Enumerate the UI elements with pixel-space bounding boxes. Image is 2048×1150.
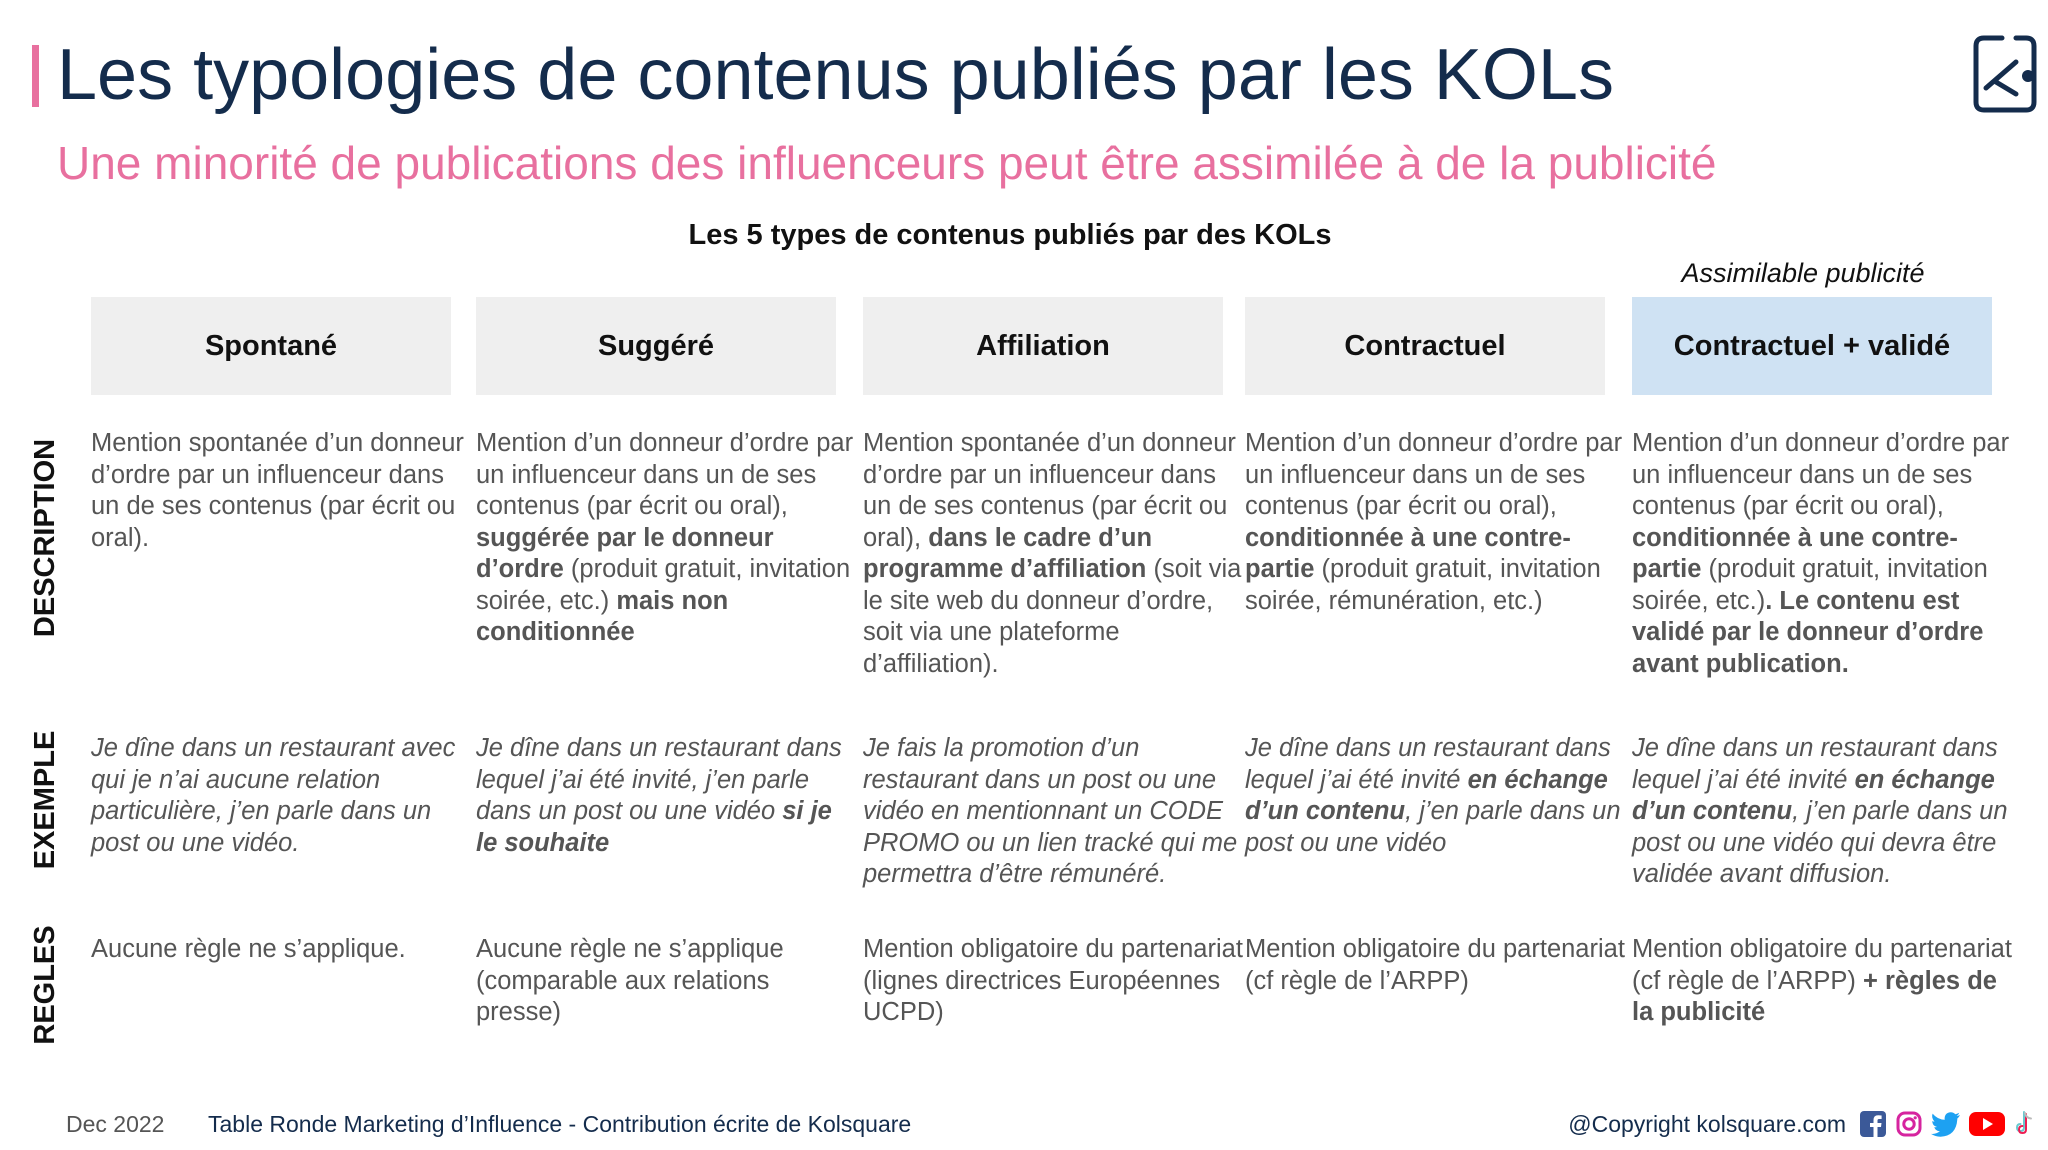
cell-text: Je fais la promotion d’un restaurant dans un post ou une vidéo en mentionnant un CODE PROMO ou un lien tracké qui me permettra d’être rémunéré. — [863, 734, 1238, 888]
cell-text: Mention obligatoire du partenariat (cf règle de l’ARPP) — [1245, 935, 1625, 995]
row-label-description: DESCRIPTION — [29, 438, 61, 638]
page-subtitle: Une minorité de publications des influenceurs peut être assimilée à de la publicité — [57, 137, 1717, 189]
footer-event: Table Ronde Marketing d’Influence - Contribution écrite de Kolsquare — [208, 1111, 912, 1137]
instagram-icon[interactable] — [1896, 1111, 1922, 1137]
kolsquare-logo-icon — [1972, 32, 2038, 114]
cell-text-bold: conditionnée à une contre-partie — [1632, 523, 1958, 583]
page-title: Les typologies de contenus publiés par les KOLs — [57, 35, 1614, 115]
cell-example-spontane — [91, 733, 471, 859]
cell-text-bold: suggérée par le donneur d’ordre — [476, 523, 774, 583]
title-accent-bar — [32, 45, 39, 107]
cell-description-spontane — [91, 428, 471, 554]
cell-text: Je dîne dans un restaurant dans lequel j’ai été invité, j’en parle dans un post ou une vidéo — [476, 734, 842, 825]
column-header-contractuel-valide: Contractuel + validé — [1632, 297, 1992, 395]
cell-text: Je dîne dans un restaurant avec qui je n’ai aucune relation particulière, j’en parle dans un post ou une vidéo. — [91, 734, 456, 857]
cell-description-contractuel-valide — [1632, 428, 2012, 680]
cell-description-affiliation — [863, 428, 1243, 680]
cell-text: (produit gratuit, invitation soirée, etc.) — [476, 555, 851, 615]
cell-text-bold: en échange d’un contenu — [1632, 765, 1995, 825]
table-title: Les 5 types de contenus publiés par des KOLs — [688, 219, 1332, 251]
youtube-icon[interactable] — [1969, 1111, 2005, 1137]
cell-text: , j’en parle dans un post ou une vidéo qui devra être validée avant diffusion. — [1632, 797, 2008, 888]
cell-text: Mention obligatoire du partenariat (lignes directrices Européennes UCPD) — [863, 935, 1243, 1026]
cell-rules-affiliation — [863, 934, 1243, 1029]
column-header-spontane: Spontané — [91, 297, 451, 395]
cell-example-contractuel-valide — [1632, 733, 2012, 891]
footer-date: Dec 2022 — [66, 1111, 165, 1137]
cell-text: Mention spontanée d’un donneur d’ordre par un influenceur dans un de ses contenus (par écrit ou oral), — [863, 429, 1236, 552]
row-label-regles: REGLES — [29, 925, 61, 1045]
cell-text-bold: dans le cadre d’un programme d’affiliation — [863, 523, 1153, 583]
cell-rules-suggere — [476, 934, 856, 1029]
cell-description-contractuel — [1245, 428, 1625, 617]
cell-text-bold: conditionnée à une contre-partie — [1245, 523, 1571, 583]
column-header-contractuel: Contractuel — [1245, 297, 1605, 395]
cell-text: , j’en parle dans un post ou une vidéo — [1245, 797, 1621, 857]
row-label-exemple: EXEMPLE — [29, 730, 61, 870]
cell-description-suggere — [476, 428, 856, 649]
cell-example-suggere — [476, 733, 856, 859]
twitter-icon[interactable] — [1931, 1111, 1961, 1137]
cell-text-bold: . Le contenu est validé par le donneur d’ordre avant publication. — [1632, 586, 1984, 678]
cell-text-bold: mais non conditionnée — [476, 586, 729, 646]
cell-text: Mention spontanée d’un donneur d’ordre par un influenceur dans un de ses contenus (par écrit ou oral). — [91, 429, 464, 552]
cell-example-contractuel — [1245, 733, 1625, 859]
cell-text: Je dîne dans un restaurant dans lequel j’ai été invité — [1632, 734, 1998, 794]
column-header-suggere: Suggéré — [476, 297, 836, 395]
tiktok-icon[interactable] — [2012, 1111, 2036, 1137]
cell-text-bold: en échange d’un contenu — [1245, 765, 1608, 825]
advertising-label: Assimilable publicité — [1681, 258, 1925, 288]
cell-text: Aucune règle ne s’applique. — [91, 935, 406, 963]
cell-example-affiliation — [863, 733, 1243, 891]
cell-text: Mention d’un donneur d’ordre par un influenceur dans un de ses contenus (par écrit ou oral), — [1632, 429, 2010, 520]
cell-text: Aucune règle ne s’applique (comparable aux relations presse) — [476, 935, 784, 1026]
cell-text-bold: + règles de la publicité — [1632, 966, 1997, 1026]
cell-text: (produit gratuit, invitation soirée, rémunération, etc.) — [1245, 555, 1601, 615]
cell-text: Mention d’un donneur d’ordre par un influenceur dans un de ses contenus (par écrit ou oral), — [476, 429, 854, 520]
cell-text: Je dîne dans un restaurant dans lequel j’ai été invité — [1245, 734, 1611, 794]
cell-text: Mention obligatoire du partenariat (cf règle de l’ARPP) — [1632, 935, 2012, 995]
cell-text: (produit gratuit, invitation soirée, etc.) — [1632, 555, 1988, 615]
cell-rules-contractuel-valide — [1632, 934, 2012, 1029]
cell-rules-contractuel — [1245, 934, 1625, 997]
cell-text: (soit via le site web du donneur d’ordre, soit via une plateforme d’affiliation). — [863, 555, 1242, 678]
column-header-affiliation: Affiliation — [863, 297, 1223, 395]
facebook-icon[interactable] — [1860, 1111, 1886, 1137]
cell-text-bold: si je le souhaite — [476, 797, 832, 857]
footer-copyright: @Copyright kolsquare.com — [1568, 1111, 1846, 1137]
cell-text: Mention d’un donneur d’ordre par un influenceur dans un de ses contenus (par écrit ou oral), — [1245, 429, 1623, 520]
cell-rules-spontane — [91, 934, 471, 966]
